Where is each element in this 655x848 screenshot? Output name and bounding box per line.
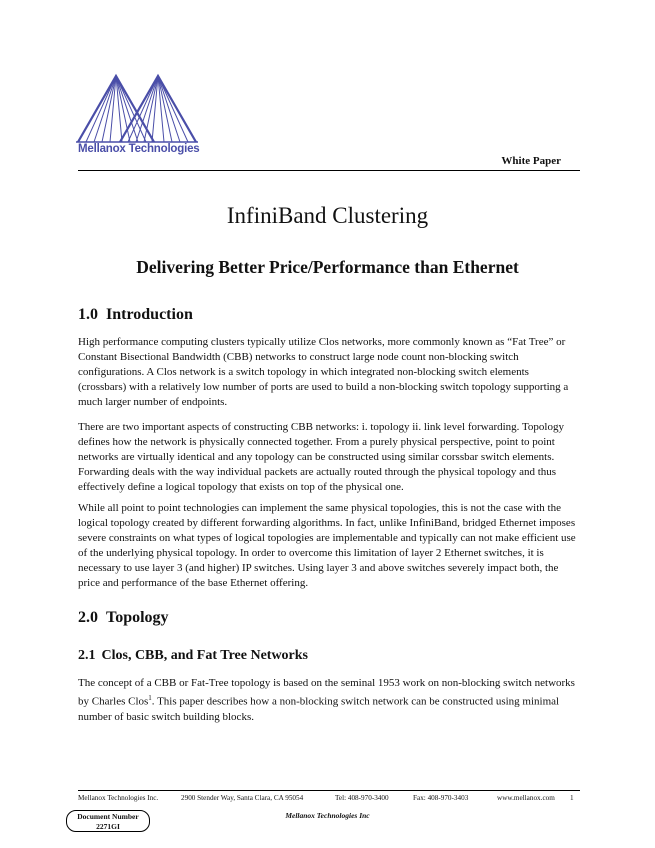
intro-paragraph-1: High performance computing clusters typically utilize Clos networks, more commonly known as “Fat Tree” or Constant Bisectional Bandwidth (CBB) networks to construct large node count non-blocking switch configurations. A Clos network is a switch topology in which integrated non-blocking switch elements (crossbars) with a relatively low number of ports are used to build a non-blocking switch topology supporting a much larger number of endpoints.: [78, 336, 569, 408]
section-title: Introduction: [106, 306, 193, 323]
footnote-ref[interactable]: 1: [148, 694, 152, 702]
intro-paragraph-3: While all point to point technologies can implement the same physical topologies, this is not the case with the logical topology created by different forwarding algorithms. In fact, unlike InfiniBand, bridged Ethernet imposes severe constraints on what types of logical topologies are implementable and typically can not make efficient use of the underlying physical topology. In order to overcome this limitation of layer 2 Ethernet switches, it is necessary to use layer 3 (and higher) IP switches. Using layer 3 and above switches severely impact both, the price and performance of the base Ethernet offering.: [78, 502, 576, 589]
page-number: 1: [570, 794, 574, 802]
mellanox-logo-icon: [76, 72, 206, 144]
footer-fax: Fax: 408-970-3403: [413, 794, 469, 802]
section-number: 2.0: [78, 609, 98, 626]
intro-paragraph-2: There are two important aspects of constructing CBB networks: i. topology ii. link level forwarding. Topology defines how the network is physically connected together. From a purely physical perspective, point to point networks are virtually identical and any topology can be constructed using similar corssbar switch elements. Forwarding deals with the way individual packets are actually routed through the physical topology and thus effectively define a logical topology that exists on top of the physical one.: [78, 421, 564, 493]
section-heading-topology: [78, 609, 169, 627]
footer-company: Mellanox Technologies Inc.: [78, 794, 159, 802]
footer-company-center: Mellanox Technologies Inc: [285, 811, 370, 820]
footer-divider: [78, 790, 580, 791]
footer-tel: Tel: 408-970-3400: [335, 794, 389, 802]
subsection-heading-clos: [78, 648, 308, 664]
document-number: 2271GI: [96, 822, 120, 831]
section-heading-introduction: [78, 306, 193, 324]
document-number-label: Document Number: [77, 812, 139, 821]
document-type: White Paper: [501, 155, 561, 167]
page-subtitle: Delivering Better Price/Performance than Ethernet: [136, 257, 519, 277]
header-divider: [78, 170, 580, 171]
logo-text: Mellanox Technologies: [78, 143, 200, 155]
clos-text-after: . This paper describes how a non-blocking switch network can be constructed using minimal number of basic switch building blocks.: [78, 695, 560, 723]
section-title: Topology: [106, 609, 169, 626]
footer-address: 2900 Stender Way, Santa Clara, CA 95054: [181, 794, 304, 802]
clos-text-before: The concept of a CBB or Fat-Tree topology is based on the seminal 1953 work on non-blocking switch networks by Charles Clos: [78, 677, 575, 708]
section-number: 1.0: [78, 306, 98, 323]
subsection-title: Clos, CBB, and Fat Tree Networks: [101, 648, 308, 663]
page-title: InfiniBand Clustering: [226, 203, 429, 228]
subsection-number: 2.1: [78, 648, 96, 663]
footer-website[interactable]: www.mellanox.com: [497, 794, 555, 802]
clos-paragraph: [78, 676, 578, 725]
